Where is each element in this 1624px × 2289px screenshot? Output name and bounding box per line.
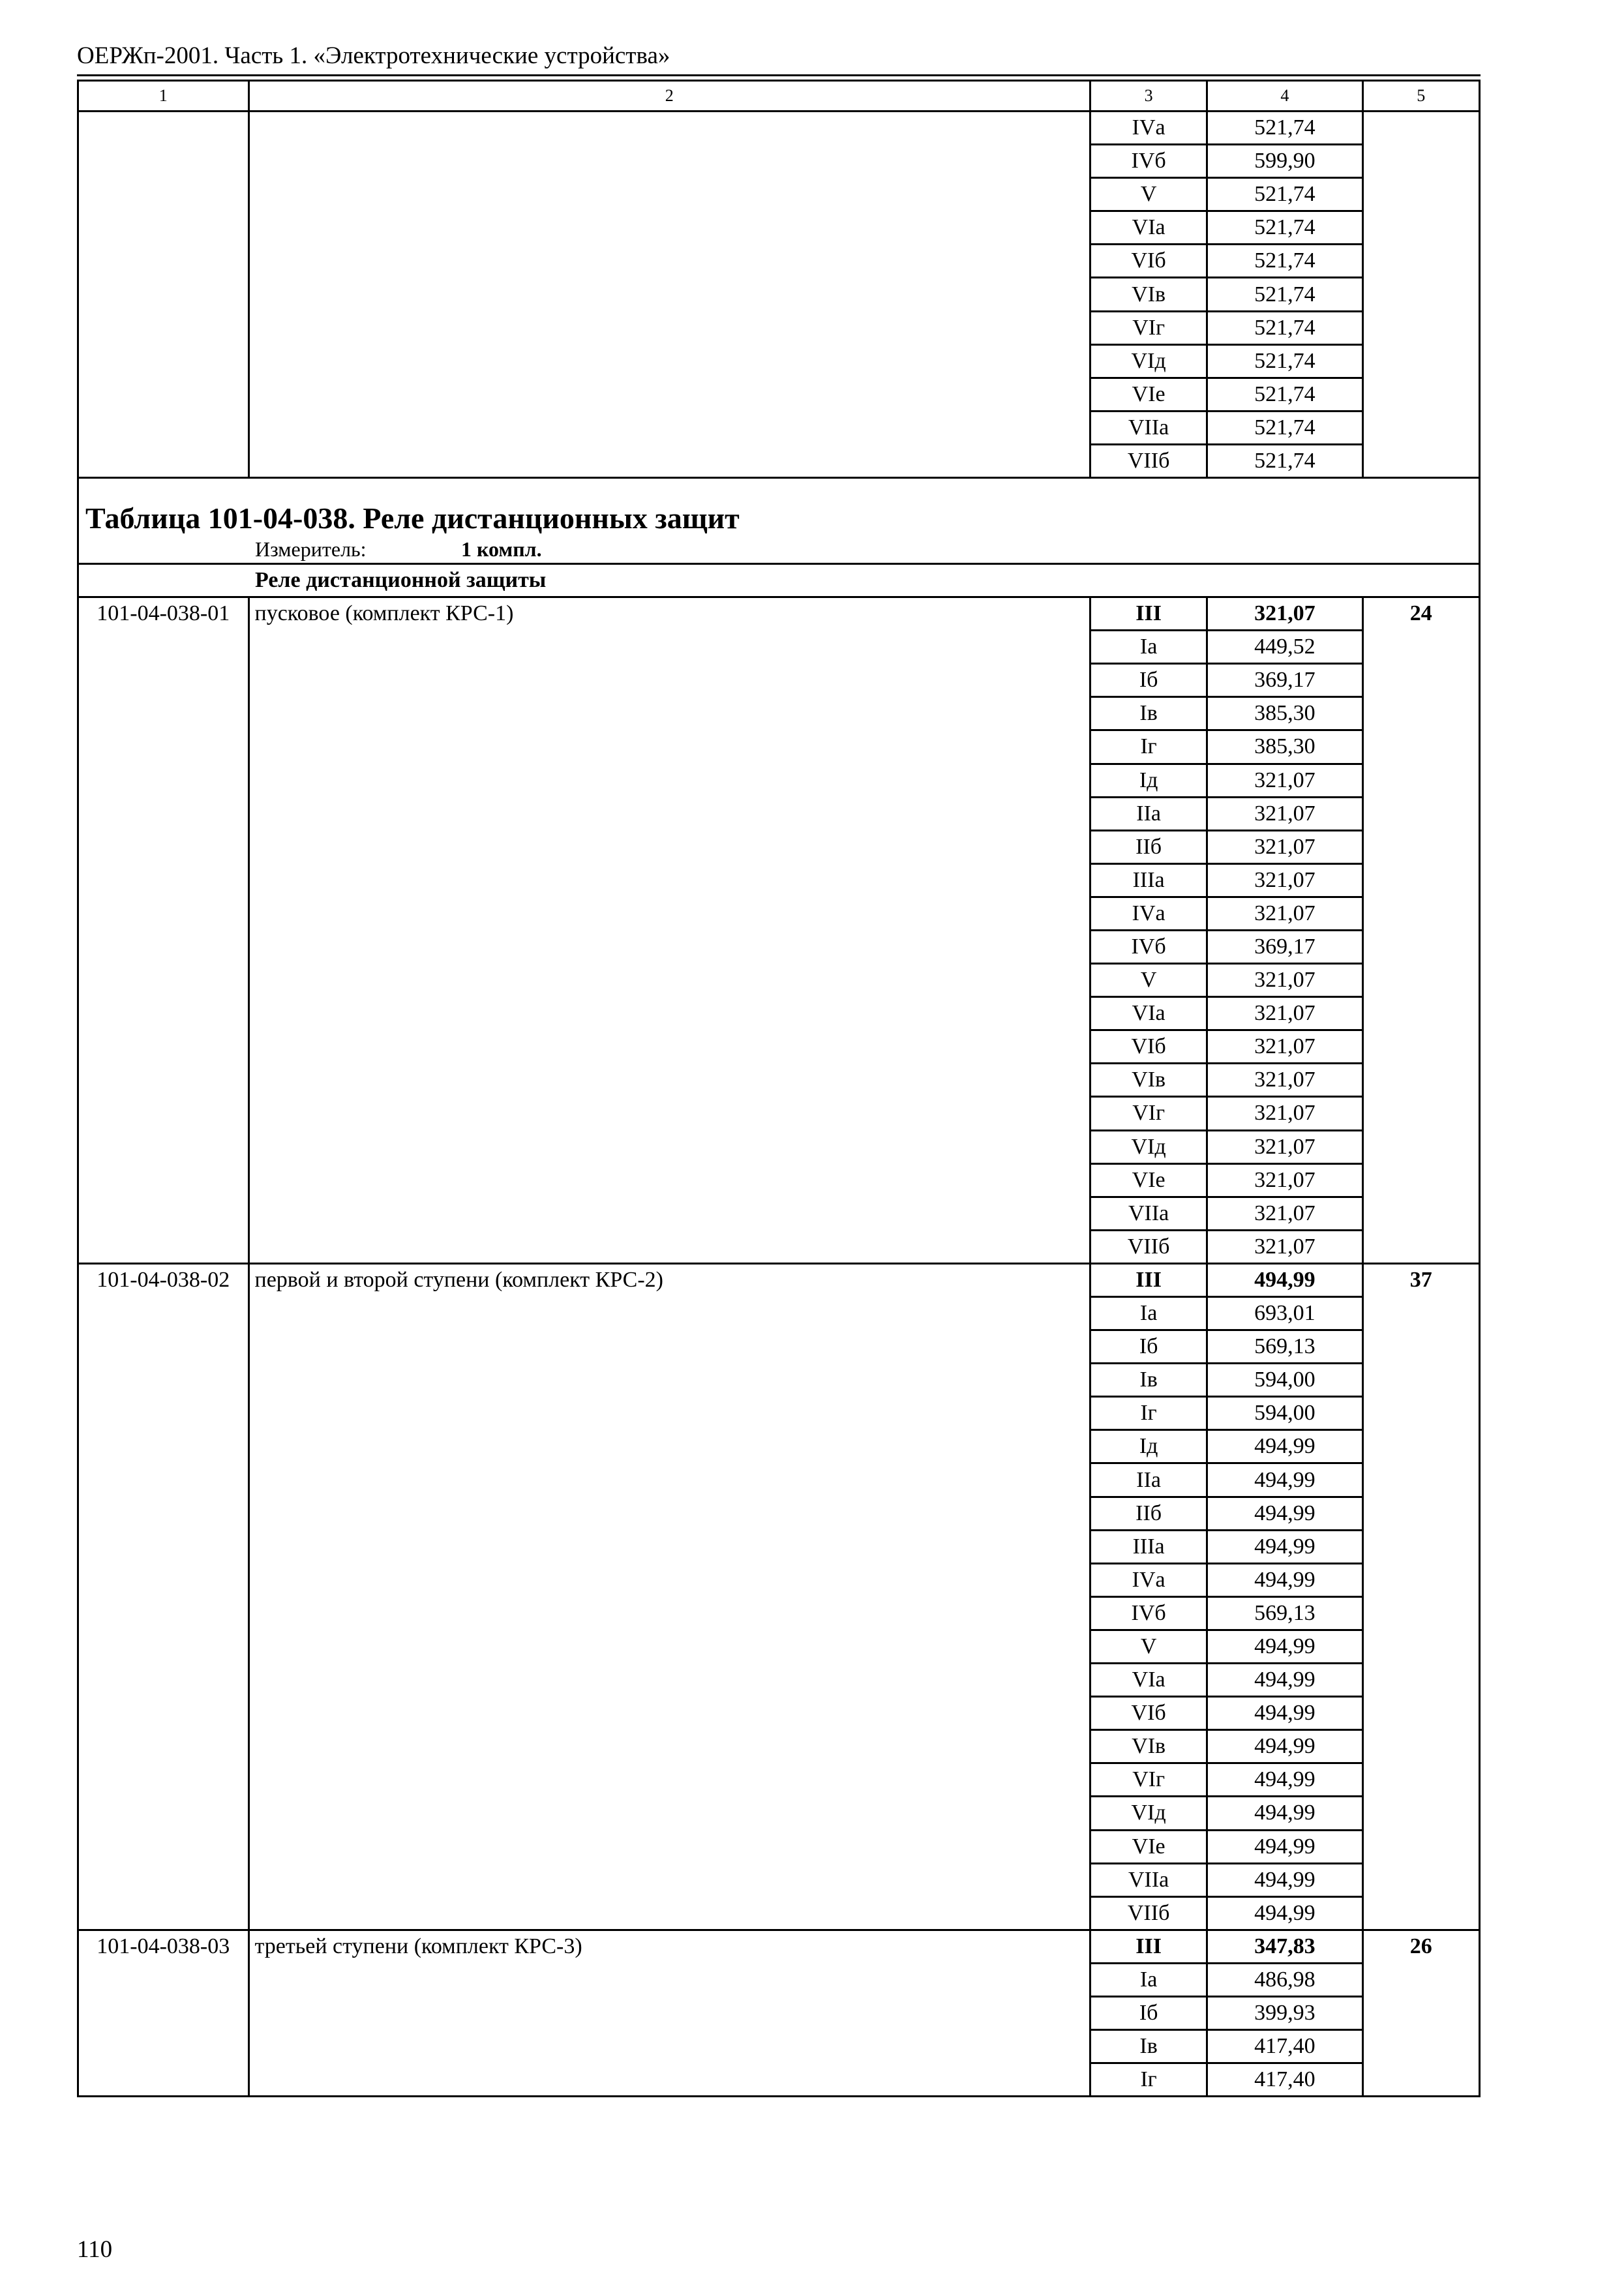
measure-label: Измеритель: [255, 537, 367, 561]
zone-cell: IIIа [1090, 1530, 1207, 1563]
price-cell: 521,74 [1207, 444, 1362, 477]
price-cell: 494,99 [1207, 1830, 1362, 1863]
zone-cell: VIе [1090, 378, 1207, 411]
table-row [78, 1263, 1480, 1296]
price-cell: 399,93 [1207, 1996, 1362, 2029]
zone-cell: IVа [1090, 1563, 1207, 1596]
zone-cell: V [1090, 1630, 1207, 1663]
zone-cell: IIб [1090, 1497, 1207, 1530]
price-cell: 494,99 [1207, 1263, 1362, 1296]
price-cell: 321,07 [1207, 897, 1362, 930]
zone-cell: IVа [1090, 897, 1207, 930]
zone-cell: V [1090, 178, 1207, 211]
zone-cell: Iг [1090, 730, 1207, 764]
price-cell: 521,74 [1207, 245, 1362, 278]
zone-cell: III [1090, 1263, 1207, 1296]
price-cell: 449,52 [1207, 631, 1362, 664]
table-title: Таблица 101-04-038. Реле дистанционных защит [85, 501, 740, 535]
price-cell: 521,74 [1207, 112, 1362, 145]
price-cell: 321,07 [1207, 1064, 1362, 1097]
price-cell: 417,40 [1207, 2030, 1362, 2063]
zone-cell: VIб [1090, 1030, 1207, 1064]
code-cell [78, 112, 249, 478]
running-head: ОЕРЖп-2001. Часть 1. «Электротехнические устройства» [77, 42, 670, 69]
price-cell: 486,98 [1207, 1963, 1362, 1996]
name-cell [248, 112, 1090, 478]
price-cell: 494,99 [1207, 1797, 1362, 1830]
column-number: 3 [1090, 81, 1207, 112]
price-cell: 494,99 [1207, 1763, 1362, 1797]
zone-cell: VIб [1090, 1697, 1207, 1730]
price-cell: 321,07 [1207, 1163, 1362, 1197]
price-cell: 521,74 [1207, 311, 1362, 344]
price-cell: 321,07 [1207, 597, 1362, 631]
zone-cell: Iд [1090, 764, 1207, 797]
price-cell: 369,17 [1207, 930, 1362, 963]
table-title-cell [78, 478, 1480, 537]
zone-cell: VIIб [1090, 444, 1207, 477]
price-cell: 321,07 [1207, 1197, 1362, 1230]
price-cell: 494,99 [1207, 1430, 1362, 1463]
zone-cell: Iб [1090, 664, 1207, 697]
zone-cell: III [1090, 1930, 1207, 1963]
column-number-row [78, 81, 1480, 112]
column-number: 2 [248, 81, 1090, 112]
price-cell: 494,99 [1207, 1664, 1362, 1697]
zone-cell: VIIа [1090, 1197, 1207, 1230]
zone-cell: Iа [1090, 1963, 1207, 1996]
price-cell: 569,13 [1207, 1330, 1362, 1364]
column-number: 1 [78, 81, 249, 112]
price-cell: 321,07 [1207, 1030, 1362, 1064]
item-number: 26 [1362, 1930, 1479, 2096]
price-cell: 594,00 [1207, 1397, 1362, 1430]
zone-cell: IIа [1090, 1463, 1207, 1497]
zone-cell: IVб [1090, 930, 1207, 963]
zone-cell: IIб [1090, 830, 1207, 863]
measure-cell [78, 536, 1480, 564]
zone-cell: Iб [1090, 1996, 1207, 2029]
zone-cell: VIе [1090, 1830, 1207, 1863]
zone-cell: VIб [1090, 245, 1207, 278]
price-cell: 494,99 [1207, 1697, 1362, 1730]
zone-cell: Iа [1090, 631, 1207, 664]
price-cell: 594,00 [1207, 1364, 1362, 1397]
zone-cell: VIIб [1090, 1230, 1207, 1263]
price-cell: 521,74 [1207, 178, 1362, 211]
price-cell: 494,99 [1207, 1730, 1362, 1763]
price-table [77, 80, 1481, 2097]
zone-cell: IVб [1090, 1596, 1207, 1630]
table-row [78, 597, 1480, 631]
item-name: третьей ступени (комплект КРС-3) [248, 1930, 1090, 2096]
price-cell: 494,99 [1207, 1530, 1362, 1563]
price-cell: 599,90 [1207, 145, 1362, 178]
zone-cell: Iв [1090, 697, 1207, 730]
price-cell: 321,07 [1207, 964, 1362, 997]
price-cell: 494,99 [1207, 1497, 1362, 1530]
price-cell: 321,07 [1207, 863, 1362, 897]
zone-cell: VIг [1090, 1763, 1207, 1797]
zone-cell: V [1090, 964, 1207, 997]
zone-cell: VIд [1090, 344, 1207, 378]
price-cell: 369,17 [1207, 664, 1362, 697]
zone-cell: VIIа [1090, 411, 1207, 444]
zone-cell: VIе [1090, 1163, 1207, 1197]
zone-cell: Iа [1090, 1297, 1207, 1330]
price-cell: 494,99 [1207, 1563, 1362, 1596]
zone-cell: VIа [1090, 211, 1207, 245]
zone-cell: VIIб [1090, 1896, 1207, 1930]
zone-cell: VIд [1090, 1797, 1207, 1830]
price-cell: 494,99 [1207, 1863, 1362, 1896]
subheading-row [78, 564, 1480, 597]
price-cell: 521,74 [1207, 278, 1362, 311]
column-number: 4 [1207, 81, 1362, 112]
price-cell: 521,74 [1207, 378, 1362, 411]
zone-cell: Iг [1090, 1397, 1207, 1430]
price-cell: 521,74 [1207, 344, 1362, 378]
price-cell: 494,99 [1207, 1630, 1362, 1663]
zone-cell: Iб [1090, 1330, 1207, 1364]
item-name: пусковое (комплект КРС-1) [248, 597, 1090, 1264]
item-code: 101-04-038-01 [78, 597, 249, 1264]
price-cell: 494,99 [1207, 1463, 1362, 1497]
price-cell: 385,30 [1207, 697, 1362, 730]
zone-cell: IVа [1090, 112, 1207, 145]
price-cell: 417,40 [1207, 2063, 1362, 2097]
table-row [78, 112, 1480, 145]
zone-cell: IVб [1090, 145, 1207, 178]
page-number: 110 [77, 2236, 113, 2263]
zone-cell: VIв [1090, 278, 1207, 311]
price-cell: 321,07 [1207, 1097, 1362, 1130]
zone-cell: VIв [1090, 1730, 1207, 1763]
price-cell: 385,30 [1207, 730, 1362, 764]
column-number: 5 [1362, 81, 1479, 112]
measure-row [78, 536, 1480, 564]
price-cell: 521,74 [1207, 211, 1362, 245]
price-cell: 321,07 [1207, 797, 1362, 830]
item-number: 24 [1362, 597, 1479, 1264]
zone-cell: VIа [1090, 1664, 1207, 1697]
item-code: 101-04-038-03 [78, 1930, 249, 2096]
number-cell [1362, 112, 1479, 478]
price-cell: 521,74 [1207, 411, 1362, 444]
price-cell: 321,07 [1207, 997, 1362, 1030]
zone-cell: VIа [1090, 997, 1207, 1030]
table-row [78, 1930, 1480, 1963]
zone-cell: VIд [1090, 1130, 1207, 1163]
price-cell: 347,83 [1207, 1930, 1362, 1963]
zone-cell: III [1090, 597, 1207, 631]
zone-cell: VIв [1090, 1064, 1207, 1097]
zone-cell: IIа [1090, 797, 1207, 830]
price-cell: 321,07 [1207, 1130, 1362, 1163]
price-cell: 693,01 [1207, 1297, 1362, 1330]
zone-cell: IIIа [1090, 863, 1207, 897]
price-cell: 569,13 [1207, 1596, 1362, 1630]
item-name: первой и второй ступени (комплект КРС-2) [248, 1263, 1090, 1930]
price-cell: 321,07 [1207, 830, 1362, 863]
zone-cell: Iв [1090, 2030, 1207, 2063]
header-rule [77, 74, 1481, 76]
subheading: Реле дистанционной защиты [78, 564, 1480, 597]
zone-cell: VIIа [1090, 1863, 1207, 1896]
zone-cell: VIг [1090, 1097, 1207, 1130]
price-cell: 321,07 [1207, 764, 1362, 797]
table-title-row [78, 478, 1480, 537]
measure-value: 1 компл. [461, 537, 542, 561]
item-number: 37 [1362, 1263, 1479, 1930]
price-cell: 321,07 [1207, 1230, 1362, 1263]
zone-cell: Iд [1090, 1430, 1207, 1463]
price-cell: 494,99 [1207, 1896, 1362, 1930]
zone-cell: Iв [1090, 1364, 1207, 1397]
zone-cell: Iг [1090, 2063, 1207, 2097]
zone-cell: VIг [1090, 311, 1207, 344]
item-code: 101-04-038-02 [78, 1263, 249, 1930]
